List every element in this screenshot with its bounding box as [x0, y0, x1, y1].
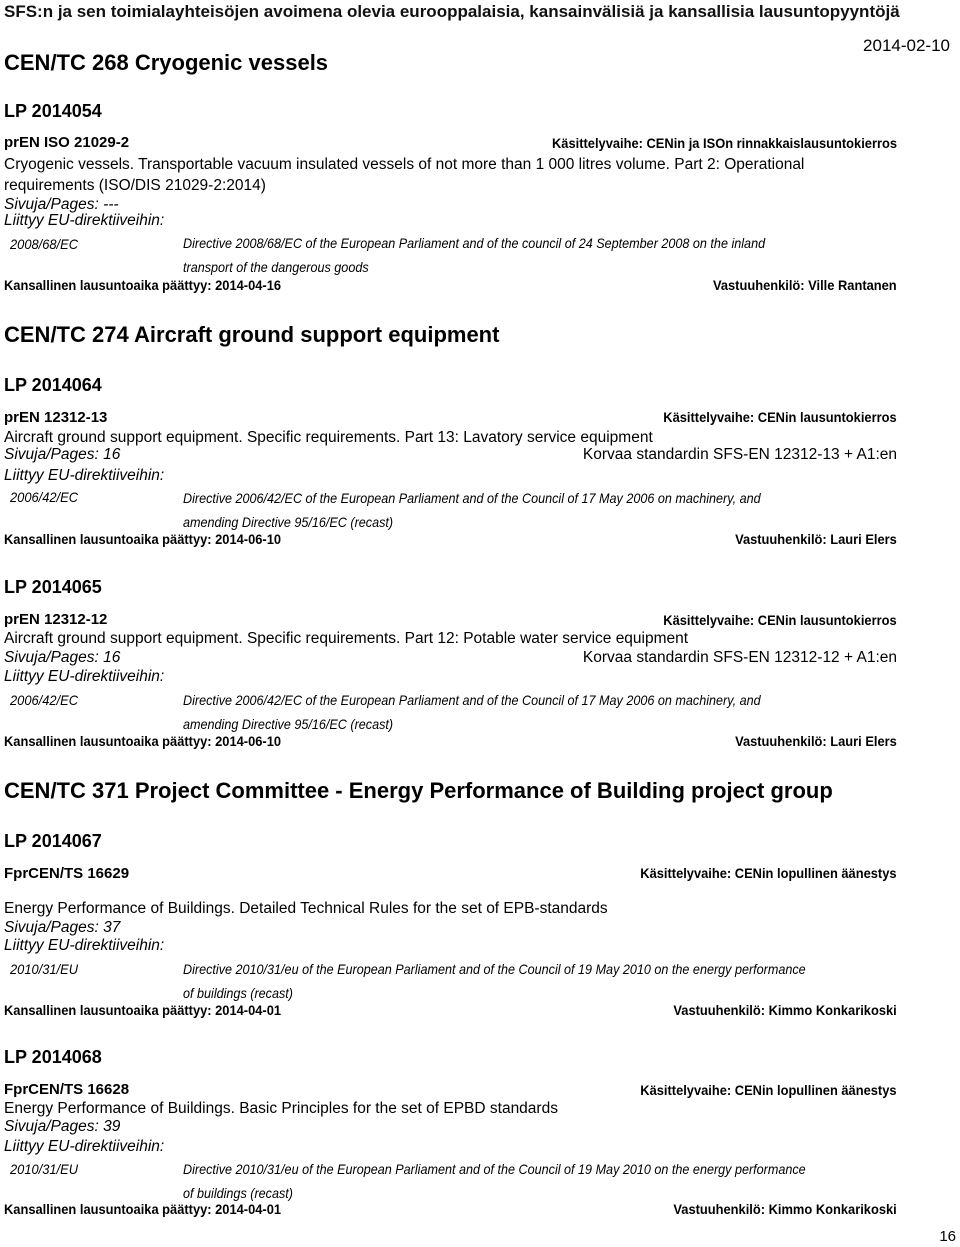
comment-deadline: Kansallinen lausuntoaika päättyy: 2014-04-16 [4, 277, 282, 293]
lp-number: LP 2014068 [4, 1047, 102, 1067]
eu-directive-label: Liittyy EU-direktiiveihin: [4, 668, 165, 685]
processing-phase: Käsittelyvaihe: CENin ja ISOn rinnakkaislausuntokierros [551, 135, 897, 151]
processing-phase: Käsittelyvaihe: CENin lopullinen äänestys [640, 865, 897, 881]
committee-title: CEN/TC 371 Project Committee - Energy Performance of Building project group [4, 778, 833, 803]
responsible-person: Vastuuhenkilö: Lauri Elers [735, 531, 897, 547]
page-header-title: SFS:n ja sen toimialayhteisöjen avoimena olevia eurooppalaisia, kansainvälisiä ja kansallisia lausuntopyyntöjä [4, 2, 900, 21]
standard-title: Energy Performance of Buildings. Basic Principles for the set of EPBD standards [4, 1100, 558, 1117]
directive-code: 2008/68/EC [10, 236, 79, 252]
replaces-standard: Korvaa standardin SFS-EN 12312-13 + A1:en [582, 446, 897, 463]
standard-title: Aircraft ground support equipment. Specific requirements. Part 12: Potable water service equipment [4, 630, 689, 647]
responsible-person: Vastuuhenkilö: Ville Rantanen [713, 277, 897, 293]
eu-directive-label: Liittyy EU-direktiiveihin: [4, 467, 165, 484]
standard-title: Energy Performance of Buildings. Detailed Technical Rules for the set of EPB-standards [4, 900, 608, 917]
directive-code: 2010/31/EU [10, 961, 79, 977]
standard-code: FprCEN/TS 16628 [4, 1081, 130, 1098]
directive-description: Directive 2010/31/eu of the European Parliament and of the Council of 19 May 2010 on the energy performance of buildings (recast) [183, 961, 806, 1001]
responsible-person: Vastuuhenkilö: Lauri Elers [735, 733, 897, 749]
page-date: 2014-02-10 [863, 36, 950, 55]
standard-code: prEN 12312-13 [4, 409, 108, 426]
committee-title: CEN/TC 268 Cryogenic vessels [4, 50, 329, 75]
standard-title: Aircraft ground support equipment. Specific requirements. Part 13: Lavatory service equipment [4, 429, 653, 446]
comment-deadline: Kansallinen lausuntoaika päättyy: 2014-06-10 [4, 531, 282, 547]
responsible-person: Vastuuhenkilö: Kimmo Konkarikoski [673, 1201, 897, 1217]
directive-description: Directive 2006/42/EC of the European Parliament and of the Council of 17 May 2006 on machinery, and amending Directive 95/16/EC (recast) [183, 490, 761, 530]
page-count: Sivuja/Pages: --- [4, 196, 119, 213]
committee-title: CEN/TC 274 Aircraft ground support equipment [4, 322, 500, 347]
page-count: Sivuja/Pages: 39 [4, 1118, 121, 1135]
processing-phase: Käsittelyvaihe: CENin lausuntokierros [663, 612, 897, 628]
comment-deadline: Kansallinen lausuntoaika päättyy: 2014-04-01 [4, 1201, 282, 1217]
standard-code: FprCEN/TS 16629 [4, 865, 130, 882]
lp-number: LP 2014064 [4, 375, 102, 395]
page-number: 16 [939, 1228, 956, 1245]
directive-code: 2006/42/EC [10, 692, 79, 708]
lp-number: LP 2014065 [4, 577, 102, 597]
eu-directive-label: Liittyy EU-direktiiveihin: [4, 1138, 165, 1155]
responsible-person: Vastuuhenkilö: Kimmo Konkarikoski [673, 1002, 897, 1018]
directive-description: Directive 2006/42/EC of the European Parliament and of the Council of 17 May 2006 on machinery, and amending Directive 95/16/EC (recast) [183, 692, 761, 732]
processing-phase: Käsittelyvaihe: CENin lopullinen äänestys [640, 1082, 897, 1098]
standard-code: prEN 12312-12 [4, 611, 108, 628]
page-count: Sivuja/Pages: 16 [4, 446, 121, 463]
directive-code: 2006/42/EC [10, 489, 79, 505]
standard-code: prEN ISO 21029-2 [4, 134, 130, 151]
replaces-standard: Korvaa standardin SFS-EN 12312-12 + A1:en [582, 649, 897, 666]
lp-number: LP 2014054 [4, 101, 102, 121]
page-count: Sivuja/Pages: 37 [4, 919, 121, 936]
processing-phase: Käsittelyvaihe: CENin lausuntokierros [663, 409, 897, 425]
directive-description: Directive 2010/31/eu of the European Parliament and of the Council of 19 May 2010 on the energy performance of buildings (recast) [183, 1161, 806, 1201]
eu-directive-label: Liittyy EU-direktiiveihin: [4, 212, 165, 229]
page-count: Sivuja/Pages: 16 [4, 649, 121, 666]
eu-directive-label: Liittyy EU-direktiiveihin: [4, 937, 165, 954]
comment-deadline: Kansallinen lausuntoaika päättyy: 2014-04-01 [4, 1002, 282, 1018]
lp-number: LP 2014067 [4, 831, 102, 851]
standard-title: Cryogenic vessels. Transportable vacuum insulated vessels of not more than 1 000 litres volume. Part 2: Operational requirements (ISO/DIS 21029-2:2014) [4, 156, 805, 194]
directive-code: 2010/31/EU [10, 1161, 79, 1177]
directive-description: Directive 2008/68/EC of the European Parliament and of the council of 24 September 2008 on the inland transport of the dangerous goods [183, 235, 766, 275]
comment-deadline: Kansallinen lausuntoaika päättyy: 2014-06-10 [4, 733, 282, 749]
